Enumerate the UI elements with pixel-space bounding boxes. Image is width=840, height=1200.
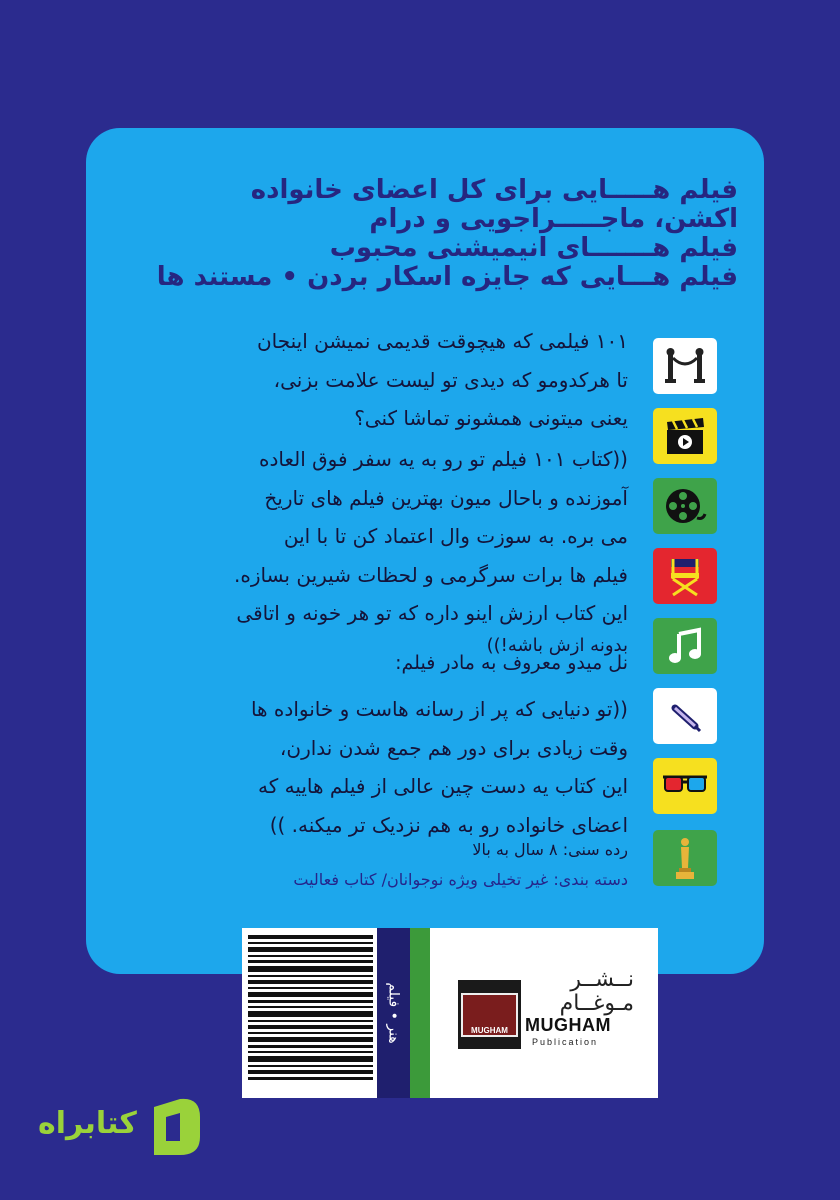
headline-line: فیلم هـــــایی برای کل اعضای خانواده: [250, 175, 738, 205]
store-logo-text: کتابراه: [38, 1106, 137, 1141]
text-line: تا هرکدومو که دیدی تو لیست علامت بزنی،: [273, 367, 628, 392]
pencil-icon: [653, 688, 717, 744]
spine-label: هنر • فیلم: [385, 982, 402, 1044]
headline-line: اکشن، ماجـــــراجویی و درام: [369, 204, 738, 234]
quote-paragraph: [100, 440, 628, 659]
review-paragraph: [100, 690, 628, 844]
publisher-logo-mark: MUGHAM: [461, 993, 518, 1037]
text-line: ((تو دنیایی که پر از رسانه هاست و خانواده ها: [250, 697, 628, 721]
publisher-name-en: MUGHAM: [525, 1015, 611, 1035]
headline-line: فیلم هـــایی که جایزه اسکار بردن • مستند ها: [156, 262, 738, 292]
publisher-subtitle: Publication: [532, 1037, 599, 1047]
publisher-name-fa: نــشــر مـوغــام: [559, 967, 634, 1016]
music-note-icon: [653, 618, 717, 674]
text-line: ۱۰۱ فیلمی که هیچوقت قدیمی نمیشن اینجان: [256, 329, 628, 353]
film-reel-icon: [653, 478, 717, 534]
barcode: [248, 933, 373, 1085]
category-label: دسته بندی: غیر تخیلی ویژه نوجوانان/ کتاب فعالیت: [293, 870, 628, 889]
text-line: آموزنده و باحال میون بهترین فیلم های تاریخ: [264, 485, 628, 510]
spine-category-strip: [377, 928, 410, 1098]
text-line: می بره. به سوزت وال اعتماد کن تا با این: [283, 524, 628, 548]
oscar-statue-icon: [653, 830, 717, 886]
rope-barrier-icon: [653, 338, 717, 394]
headline-line: فیلم هـــــــای انیمیشنی محبوب: [329, 233, 738, 263]
text-line: این کتاب یه دست چین عالی از فیلم هاییه که: [258, 774, 628, 798]
quote-attribution: نل میدو معروف به مادر فیلم:: [395, 652, 628, 674]
headline: [112, 176, 738, 292]
store-logo-icon: [150, 1097, 204, 1157]
age-rating: رده سنی: ۸ سال به بالا: [472, 840, 628, 859]
clapperboard-icon: [653, 408, 717, 464]
intro-paragraph: [100, 322, 628, 438]
director-chair-icon: [653, 548, 717, 604]
text-line: ((کتاب ۱۰۱ فیلم تو رو به یه سفر فوق العاده: [259, 447, 628, 471]
text-line: اعضای خانواده رو به هم نزدیک تر میکنه. )): [269, 812, 628, 837]
text-line: وقت زیادی برای دور هم جمع شدن ندارن،: [279, 735, 628, 760]
text-line: بدونه ازش باشه!)): [486, 634, 628, 656]
text-line: یعنی میتونی همشونو تماشا کنی؟: [354, 406, 628, 430]
text-line: این کتاب ارزش اینو داره که تو هر خونه و اتاقی: [236, 601, 628, 625]
text-line: فیلم ها برات سرگرمی و لحظات شیرین بسازه.: [234, 562, 628, 587]
3d-glasses-icon: [653, 758, 717, 814]
barcode-publisher-block: [242, 928, 658, 1098]
green-strip: [410, 928, 430, 1098]
publisher-logo: [458, 980, 521, 1049]
